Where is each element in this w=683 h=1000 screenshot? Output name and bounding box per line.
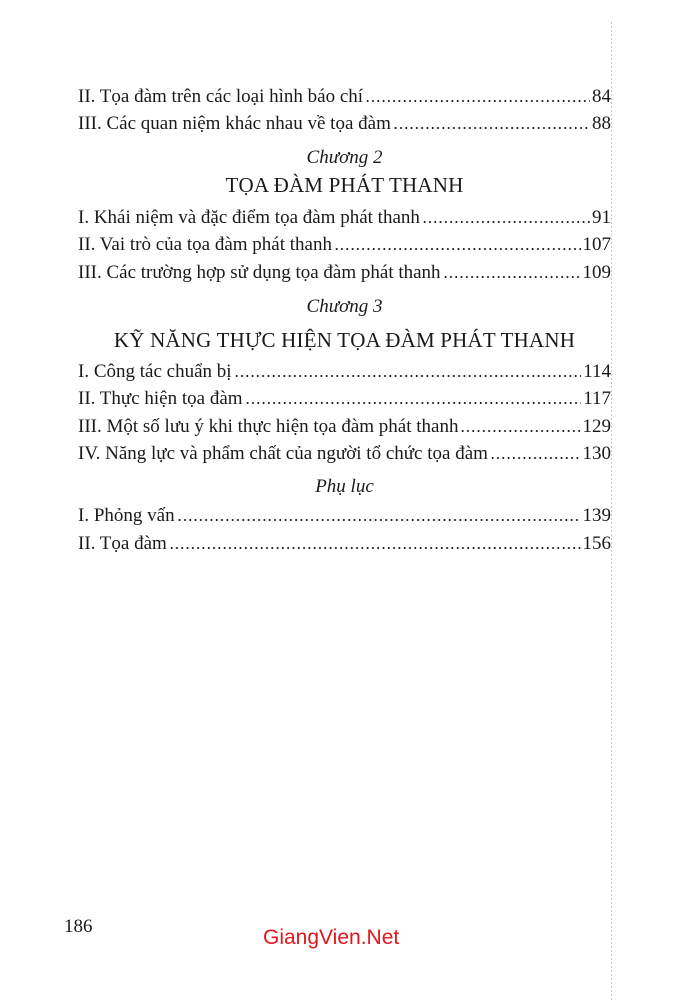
toc-entry-label: II. Tọa đàm — [78, 533, 167, 554]
dot-leader — [490, 456, 581, 460]
toc-entry — [78, 108, 611, 135]
page-gutter-line — [611, 22, 612, 1000]
dot-leader — [365, 99, 590, 103]
toc-entry-page: 84 — [592, 86, 611, 107]
dot-leader — [460, 429, 580, 433]
toc-entry — [78, 257, 611, 284]
dot-leader — [393, 126, 590, 130]
dot-leader — [334, 247, 581, 251]
toc-entry — [78, 438, 611, 465]
toc-entry-label: I. Phỏng vấn — [78, 505, 175, 526]
chapter-heading: Chương 3 — [306, 296, 383, 317]
toc-entry — [78, 356, 611, 383]
toc-entry — [78, 500, 611, 527]
toc-entry-label: IV. Năng lực và phẩm chất của người tổ chức tọa đàm — [78, 443, 488, 464]
toc-entry-page: 88 — [592, 113, 611, 134]
dot-leader — [177, 518, 581, 522]
dot-leader — [234, 374, 582, 378]
watermark: GiangVien.Net — [263, 926, 400, 949]
dot-leader — [422, 220, 590, 224]
appendix-heading: Phụ lục — [315, 476, 374, 497]
toc-entry — [78, 81, 611, 108]
toc-entry — [78, 528, 611, 555]
toc-entry-page: 129 — [582, 416, 611, 437]
toc-entry-label: I. Khái niệm và đặc điểm tọa đàm phát thanh — [78, 207, 420, 228]
toc-entry-page: 156 — [582, 533, 611, 554]
toc-entry-label: II. Tọa đàm trên các loại hình báo chí — [78, 86, 364, 107]
toc-entry-page: 117 — [583, 388, 611, 409]
toc-entry-label: III. Các quan niệm khác nhau về tọa đàm — [78, 113, 391, 134]
chapter-heading: Chương 2 — [306, 147, 383, 168]
toc-entry-page: 109 — [582, 262, 611, 283]
toc-entry — [78, 411, 611, 438]
dot-leader — [169, 546, 581, 550]
toc-entry-label: II. Vai trò của tọa đàm phát thanh — [78, 234, 332, 255]
chapter-title: TỌA ĐÀM PHÁT THANH — [225, 173, 464, 197]
toc-entry-label: III. Một số lưu ý khi thực hiện tọa đàm phát thanh — [78, 416, 459, 437]
toc-entry-page: 114 — [583, 361, 611, 382]
toc-entry-label: II. Thực hiện tọa đàm — [78, 388, 243, 409]
toc-entry-page: 139 — [582, 505, 611, 526]
toc-entry — [78, 229, 611, 256]
toc-entry-page: 107 — [582, 234, 611, 255]
dot-leader — [245, 401, 582, 405]
toc-entry-page: 91 — [592, 207, 611, 228]
toc-entry-page: 130 — [582, 443, 611, 464]
chapter-title: KỸ NĂNG THỰC HIỆN TỌA ĐÀM PHÁT THANH — [113, 328, 576, 352]
toc-entry-label: III. Các trường hợp sử dụng tọa đàm phát thanh — [78, 262, 441, 283]
toc-entry-label: I. Công tác chuẩn bị — [78, 361, 232, 382]
toc-entry — [78, 383, 611, 410]
page-number: 186 — [64, 916, 93, 937]
toc-entry — [78, 202, 611, 229]
dot-leader — [443, 275, 581, 279]
